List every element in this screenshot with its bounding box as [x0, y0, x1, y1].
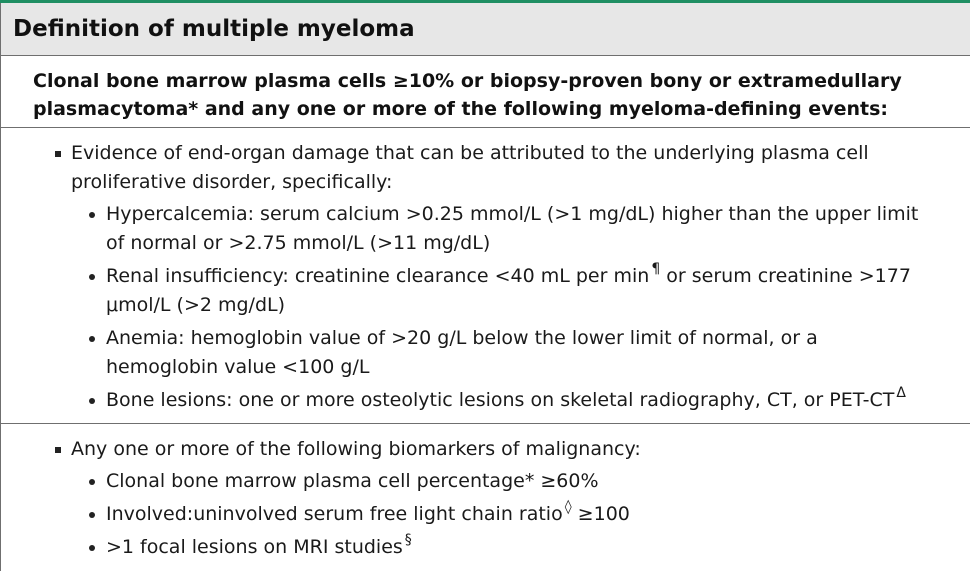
hypercalcemia-item: Hypercalcemia: serum calcium >0.25 mmol/L (>1 mg/dL) higher than the upper limit of normal or >2.75 mmol/L (>11 mg/dL): [106, 203, 919, 254]
footnote-marker: ¶: [651, 261, 661, 277]
round-bullet-icon: [89, 545, 95, 551]
round-bullet-icon: [89, 212, 95, 218]
biomarkers-item: Any one or more of the following biomarkers of malignancy:: [71, 438, 641, 460]
end-organ-damage-item: Evidence of end-organ damage that can be attributed to the underlying plasma cell proliferative disorder, specifically:: [71, 142, 869, 193]
renal-text-a: Renal insufficiency: creatinine clearance <40 mL per min: [106, 265, 650, 287]
flc-ratio-item: [106, 500, 936, 529]
footnote-marker: Δ: [896, 385, 906, 401]
square-bullet-icon: [55, 447, 61, 453]
anemia-item: Anemia: hemoglobin value of >20 g/L below the lower limit of normal, or a hemoglobin value <100 g/L: [106, 327, 818, 378]
footnote-marker: §: [404, 532, 412, 548]
plasma-cell-percentage-item: Clonal bone marrow plasma cell percentage* ≥60%: [106, 470, 599, 492]
bone-lesions-item: [106, 386, 968, 415]
flc-text-a: Involved:uninvolved serum free light chain ratio: [106, 503, 563, 525]
criteria-header: Clonal bone marrow plasma cells ≥10% or biopsy-proven bony or extramedullary plasmacytoma* and any one or more of the following myeloma-defining events:: [33, 70, 902, 120]
renal-text-b: or serum creatinine >177 μmol/L (>2 mg/dL): [106, 265, 911, 316]
round-bullet-icon: [89, 274, 95, 280]
table-title: Definition of multiple myeloma: [13, 16, 415, 42]
biomarkers-section: [0, 424, 970, 571]
round-bullet-icon: [89, 336, 95, 342]
mri-lesions-item: [106, 533, 936, 562]
round-bullet-icon: [89, 512, 95, 518]
footnote-marker: ◊: [564, 499, 572, 515]
criteria-header-row: [0, 56, 970, 128]
renal-insufficiency-item: [106, 262, 968, 320]
round-bullet-icon: [89, 479, 95, 485]
flc-text-b: ≥100: [571, 503, 630, 525]
end-organ-damage-section: [0, 128, 970, 424]
mri-text: >1 focal lesions on MRI studies: [106, 536, 403, 558]
square-bullet-icon: [55, 151, 61, 157]
round-bullet-icon: [89, 398, 95, 404]
title-row: [0, 3, 970, 56]
bone-lesions-text: Bone lesions: one or more osteolytic lesions on skeletal radiography, CT, or PET-CT: [106, 389, 895, 411]
